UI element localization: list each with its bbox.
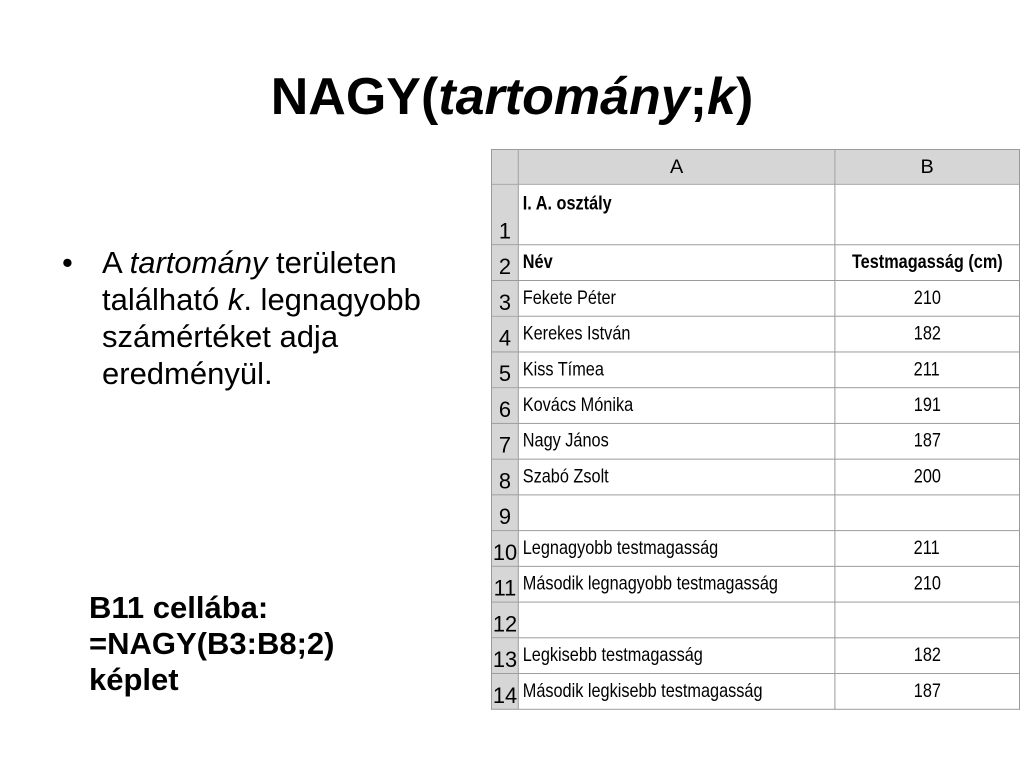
spreadsheet-body	[491, 184, 1019, 709]
cell-a[interactable]	[518, 184, 834, 245]
row-header[interactable]: 10	[491, 531, 518, 567]
row-header[interactable]: 4	[491, 316, 518, 352]
cell-a[interactable]	[518, 316, 834, 352]
cell-a[interactable]	[518, 352, 834, 388]
cell-a-text: Név	[522, 251, 553, 274]
row-header[interactable]: 8	[491, 459, 518, 495]
cell-a-text: Második legnagyobb testmagasság	[522, 572, 779, 595]
cell-b[interactable]	[835, 674, 1020, 710]
sheet-row	[491, 388, 1019, 424]
row-header[interactable]: 13	[491, 638, 518, 674]
formula-note-line-3: képlet	[89, 662, 179, 697]
sheet-row	[491, 531, 1019, 567]
cell-b-text: 182	[913, 322, 941, 345]
cell-a[interactable]	[518, 245, 834, 281]
cell-b[interactable]	[835, 245, 1020, 281]
cell-b-text: Testmagasság (cm)	[851, 251, 1003, 274]
cell-a[interactable]	[518, 566, 834, 602]
cell-b[interactable]	[835, 638, 1020, 674]
bullet-text-2: tartomány	[129, 245, 268, 280]
cell-b-text: 210	[913, 286, 941, 309]
cell-b[interactable]	[835, 388, 1020, 424]
cell-a-text: I. A. osztály	[522, 192, 612, 215]
cell-b[interactable]	[835, 316, 1020, 352]
bullet-point	[62, 244, 492, 392]
formula-note	[89, 590, 479, 698]
sheet-row	[491, 566, 1019, 602]
sheet-row	[491, 245, 1019, 281]
cell-a-text: Szabó Zsolt	[522, 465, 609, 488]
column-header-b[interactable]: B	[835, 149, 1020, 184]
row-header[interactable]: 11	[491, 566, 518, 602]
cell-a-text: Kovács Mónika	[522, 394, 634, 416]
cell-b-text: 211	[914, 537, 941, 559]
formula-note-line-2: =NAGY(B3:B8;2)	[89, 626, 335, 661]
cell-a-text: Legnagyobb testmagasság	[522, 537, 719, 559]
cell-a[interactable]	[518, 674, 834, 710]
column-header-a[interactable]: A	[518, 149, 834, 184]
cell-a-text: Nagy János	[522, 429, 609, 452]
cell-b[interactable]	[835, 281, 1020, 317]
sheet-row	[491, 184, 1019, 245]
sheet-row	[491, 638, 1019, 674]
title-arg2: k	[707, 68, 736, 126]
cell-a-text: Kerekes István	[522, 322, 631, 345]
row-header[interactable]: 5	[491, 352, 518, 388]
cell-a-text: Fekete Péter	[522, 286, 617, 309]
sheet-row	[491, 316, 1019, 352]
cell-a[interactable]	[518, 531, 834, 567]
cell-b-text: 210	[913, 572, 941, 595]
cell-b-text: 187	[913, 679, 941, 702]
row-header[interactable]: 6	[491, 388, 518, 424]
title-sep: ;	[689, 68, 708, 126]
title-suffix: )	[735, 68, 754, 126]
cell-b[interactable]	[835, 531, 1020, 567]
cell-b[interactable]	[835, 184, 1020, 245]
cell-b[interactable]	[835, 423, 1020, 459]
cell-b[interactable]	[835, 495, 1020, 531]
cell-a[interactable]	[518, 638, 834, 674]
bullet-dot: •	[62, 245, 73, 280]
cell-b-text: 187	[913, 429, 941, 452]
sheet-row	[491, 423, 1019, 459]
row-header[interactable]: 2	[491, 245, 518, 281]
bullet-text-4: k	[227, 282, 244, 317]
slide-title	[0, 62, 1024, 132]
sheet-row	[491, 674, 1019, 710]
cell-b[interactable]	[835, 459, 1020, 495]
cell-a[interactable]	[518, 423, 834, 459]
row-header[interactable]: 7	[491, 423, 518, 459]
select-all-corner[interactable]	[491, 149, 518, 184]
row-header[interactable]: 1	[491, 184, 518, 245]
title-arg1: tartomány	[438, 68, 690, 126]
cell-b-text: 182	[913, 644, 941, 667]
row-header[interactable]: 9	[491, 495, 518, 531]
cell-b[interactable]	[835, 352, 1020, 388]
bullet-text-5: . legnagyobb számértéket adja eredményül.	[102, 282, 421, 391]
row-header[interactable]: 14	[491, 674, 518, 710]
cell-a-text: Legkisebb testmagasság	[522, 644, 704, 667]
cell-a[interactable]	[518, 495, 834, 531]
sheet-row	[491, 281, 1019, 317]
bullet-text	[102, 244, 492, 392]
cell-b[interactable]	[835, 566, 1020, 602]
bullet-text-3: területen található	[102, 245, 397, 317]
row-header[interactable]: 3	[491, 281, 518, 317]
cell-a[interactable]	[518, 602, 834, 638]
cell-a[interactable]	[518, 388, 834, 424]
sheet-row	[491, 459, 1019, 495]
cell-a-text: Kiss Tímea	[522, 358, 605, 381]
sheet-row	[491, 602, 1019, 638]
sheet-row	[491, 352, 1019, 388]
cell-a[interactable]	[518, 281, 834, 317]
cell-b-text: 191	[913, 394, 941, 416]
cell-b[interactable]	[835, 602, 1020, 638]
cell-a-text: Második legkisebb testmagasság	[522, 679, 763, 702]
cell-b-text: 211	[914, 358, 941, 381]
cell-a[interactable]	[518, 459, 834, 495]
row-header[interactable]: 12	[491, 602, 518, 638]
cell-b-text: 200	[913, 465, 941, 488]
formula-note-line-1: B11 cellába:	[89, 590, 269, 625]
sheet-row	[491, 495, 1019, 531]
spreadsheet	[491, 149, 1020, 710]
bullet-text-1: A	[102, 245, 130, 280]
title-prefix: NAGY(	[270, 68, 439, 126]
